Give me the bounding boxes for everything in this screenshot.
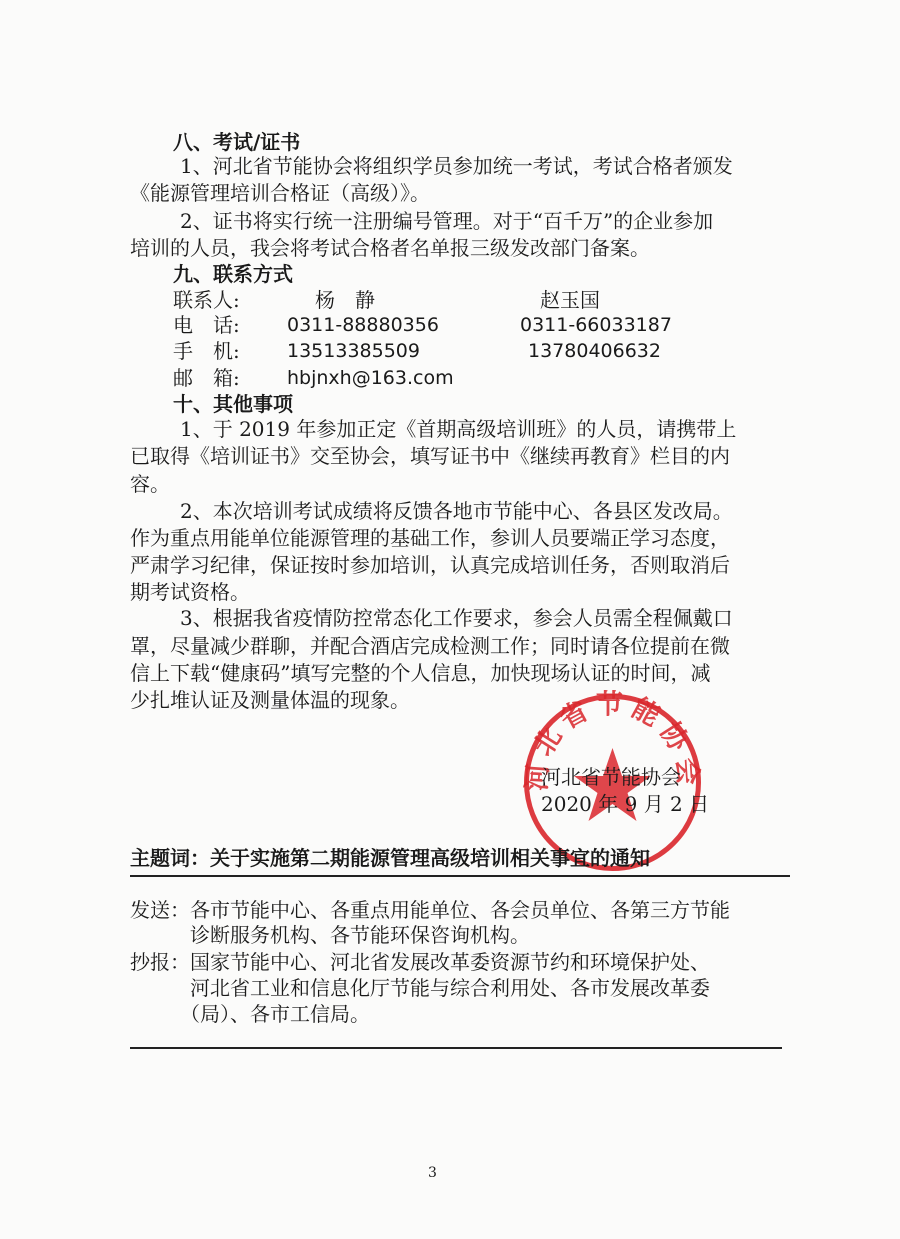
section-8-item-1: 1、河北省节能协会将组织学员参加统一考试，考试合格者颁发 (180, 154, 733, 178)
cc-recipients-cont: （局）、各市工信局。 (180, 1002, 370, 1026)
section-10-item-1: 1、于 2019 年参加正定《首期高级培训班》的人员，请携带上 (180, 417, 737, 441)
section-10-item-1-cont: 已取得《培训证书》交至协会，填写证书中《继续再教育》栏目的内 (130, 444, 730, 468)
phone-label: 电 话: (173, 313, 240, 337)
section-8-item-2-cont: 培训的人员，我会将考试合格者名单报三级发改部门备案。 (130, 236, 650, 260)
mobile-number-1: 13513385509 (287, 340, 420, 362)
section-8-item-1-cont: 《能源管理培训合格证（高级）》。 (130, 181, 430, 205)
section-10-item-2-cont: 作为重点用能单位能源管理的基础工作，参训人员要端正学习态度， (130, 526, 730, 550)
cc-label: 抄报： (130, 950, 190, 974)
section-10-item-1-cont: 容。 (130, 472, 170, 496)
send-recipients: 各市节能中心、各重点用能单位、各会员单位、各第三方节能 (190, 898, 730, 922)
send-label: 发送： (130, 898, 190, 922)
section-10-item-2-cont: 严肃学习纪律，保证按时参加培训，认真完成培训任务，否则取消后 (130, 553, 730, 577)
email-label: 邮 箱: (173, 366, 240, 390)
mobile-number-2: 13780406632 (528, 340, 661, 362)
section-10-item-3-cont: 信上下载“健康码”填写完整的个人信息，加快现场认证的时间，减 (130, 661, 711, 685)
section-8-item-2: 2、证书将实行统一注册编号管理。对于“百千万”的企业参加 (180, 209, 714, 233)
section-10-item-3-cont: 罩，尽量减少群聊，并配合酒店完成检测工作；同时请各位提前在微 (130, 634, 730, 658)
phone-number-2: 0311-66033187 (520, 314, 672, 336)
section-10-item-2: 2、本次培训考试成绩将反馈各地市节能中心、各县区发改局。 (180, 499, 733, 523)
seal-text: 河北省节能协会 (521, 690, 704, 792)
section-10-item-2-cont: 期考试资格。 (130, 580, 250, 604)
send-recipients-cont: 诊断服务机构、各节能环保咨询机构。 (190, 923, 530, 947)
section-10-item-3: 3、根据我省疫情防控常态化工作要求，参会人员需全程佩戴口 (180, 606, 733, 630)
phone-number-1: 0311-88880356 (287, 314, 439, 336)
section-9-heading: 九、联系方式 (173, 262, 293, 286)
cc-recipients-cont: 河北省工业和信息化厅节能与综合利用处、各市发展改革委 (190, 976, 710, 1000)
contact-name-1: 杨 静 (315, 288, 375, 312)
issuing-organization: 河北省节能协会 (541, 765, 681, 789)
email-address: hbjnxh@163.com (287, 367, 454, 389)
section-8-heading: 八、考试/证书 (173, 130, 301, 154)
section-10-item-3-cont: 少扎堆认证及测量体温的现象。 (130, 688, 410, 712)
page-number: 3 (428, 1165, 437, 1181)
section-10-heading: 十、其他事项 (173, 392, 293, 416)
divider-line (130, 875, 790, 877)
subject-keywords: 主题词：关于实施第二期能源管理高级培训相关事宜的通知 (130, 846, 650, 870)
contact-name-2: 赵玉国 (540, 288, 600, 312)
contact-label: 联系人: (173, 288, 240, 312)
mobile-label: 手 机: (173, 339, 240, 363)
cc-recipients: 国家节能中心、河北省发展改革委资源节约和环境保护处、 (190, 950, 710, 974)
divider-line (130, 1047, 782, 1049)
issue-date: 2020 年 9 月 2 日 (541, 792, 710, 816)
